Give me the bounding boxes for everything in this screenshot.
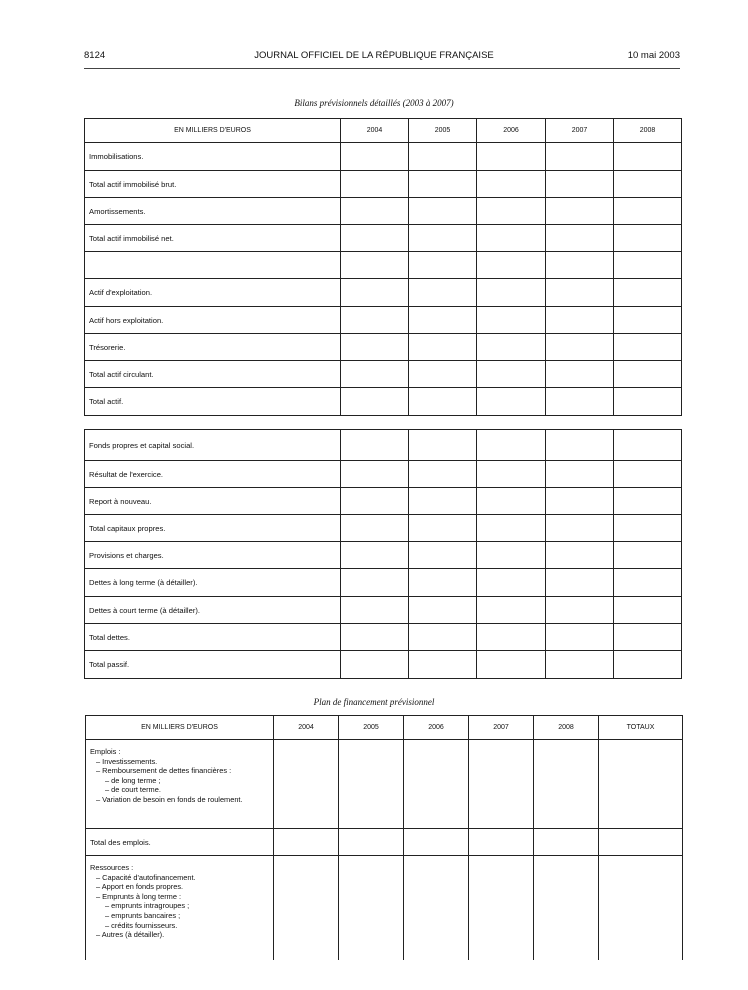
column-header-label: EN MILLIERS D'EUROS: [86, 716, 274, 740]
column-header-year: 2008: [614, 119, 682, 143]
ressources-line: – emprunts intragroupes ;: [105, 901, 190, 911]
row-label: Total des emplois.: [86, 829, 274, 856]
ressources-line: – crédits fournisseurs.: [105, 920, 178, 930]
row-label: [85, 252, 341, 279]
ressources-line: – Autres (à détailler).: [96, 930, 165, 940]
table-row: [85, 279, 682, 307]
table-row: [86, 856, 683, 960]
table-row: [85, 488, 682, 515]
table-row: [85, 597, 682, 624]
table-row: [85, 307, 682, 334]
column-header-year: 2006: [477, 119, 546, 143]
ressources-line: – emprunts bancaires ;: [105, 910, 181, 920]
row-label: Total actif immobilisé brut.: [85, 171, 341, 198]
plan-header-row: [86, 716, 683, 740]
table-row: [85, 388, 682, 416]
bilans-actif-table: [84, 118, 682, 416]
table-row: [85, 198, 682, 225]
row-label: Actif hors exploitation.: [85, 307, 341, 334]
row-label: Immobilisations.: [85, 143, 341, 171]
row-label: Total dettes.: [85, 624, 341, 651]
ressources-cell: [86, 856, 274, 960]
table-row: [85, 461, 682, 488]
row-label: Total passif.: [85, 651, 341, 679]
column-header-year: 2007: [469, 716, 534, 740]
row-label: Amortissements.: [85, 198, 341, 225]
row-label: Total actif immobilisé net.: [85, 225, 341, 252]
column-header-year: 2004: [341, 119, 409, 143]
publication-date: 10 mai 2003: [627, 50, 680, 61]
emplois-line: – de court terme.: [105, 785, 161, 795]
row-label: Total actif circulant.: [85, 361, 341, 388]
column-header-year: 2005: [339, 716, 404, 740]
column-header-label: EN MILLIERS D'EUROS: [85, 119, 341, 143]
table-row: [85, 542, 682, 569]
table-row: [85, 515, 682, 542]
column-header-year: 2004: [274, 716, 339, 740]
column-header-totaux: TOTAUX: [599, 716, 683, 740]
row-label: Résultat de l'exercice.: [85, 461, 341, 488]
ressources-line: – Capacité d'autofinancement.: [96, 872, 196, 882]
table-row: [85, 569, 682, 597]
emplois-line: – de long terme ;: [105, 775, 161, 785]
column-header-year: 2006: [404, 716, 469, 740]
row-label: Fonds propres et capital social.: [85, 430, 341, 461]
header-rule: [84, 68, 680, 69]
row-label: Report à nouveau.: [85, 488, 341, 515]
row-label: Total capitaux propres.: [85, 515, 341, 542]
bilans-title: Bilans prévisionnels détaillés (2003 à 2007): [294, 98, 454, 108]
column-header-year: 2005: [409, 119, 477, 143]
table-row: [85, 651, 682, 679]
table-row: [85, 361, 682, 388]
column-header-year: 2008: [534, 716, 599, 740]
plan-financement-table: [85, 715, 683, 960]
plan-title: Plan de financement prévisionnel: [313, 697, 435, 707]
table-row: [85, 252, 682, 279]
ressources-heading: Ressources :: [90, 863, 134, 872]
row-label: Dettes à court terme (à détailler).: [85, 597, 341, 624]
emplois-heading: Emplois :: [90, 747, 121, 756]
bilans-header-row: [85, 119, 682, 143]
table-row: [85, 143, 682, 171]
table-row: [86, 740, 683, 829]
row-label: Total actif.: [85, 388, 341, 416]
table-row: [85, 334, 682, 361]
ressources-line: – Apport en fonds propres.: [96, 882, 184, 892]
row-label: Provisions et charges.: [85, 542, 341, 569]
table-row: [85, 624, 682, 651]
column-header-year: 2007: [546, 119, 614, 143]
row-label: Actif d'exploitation.: [85, 279, 341, 307]
journal-title: JOURNAL OFFICIEL DE LA RÉPUBLIQUE FRANÇAISE: [254, 50, 494, 61]
page-number: 8124: [84, 50, 106, 61]
row-label: Trésorerie.: [85, 334, 341, 361]
table-row: [85, 225, 682, 252]
emplois-line: – Investissements.: [96, 756, 158, 766]
table-row: [85, 171, 682, 198]
emplois-line: – Remboursement de dettes financières :: [96, 766, 232, 776]
emplois-cell: [86, 740, 274, 829]
emplois-line: – Variation de besoin en fonds de roulement.: [96, 794, 243, 804]
bilans-passif-table: [84, 429, 682, 679]
ressources-line: – Emprunts à long terme :: [96, 891, 182, 901]
table-row: [86, 829, 683, 856]
row-label: Dettes à long terme (à détailler).: [85, 569, 341, 597]
table-row: [85, 430, 682, 461]
